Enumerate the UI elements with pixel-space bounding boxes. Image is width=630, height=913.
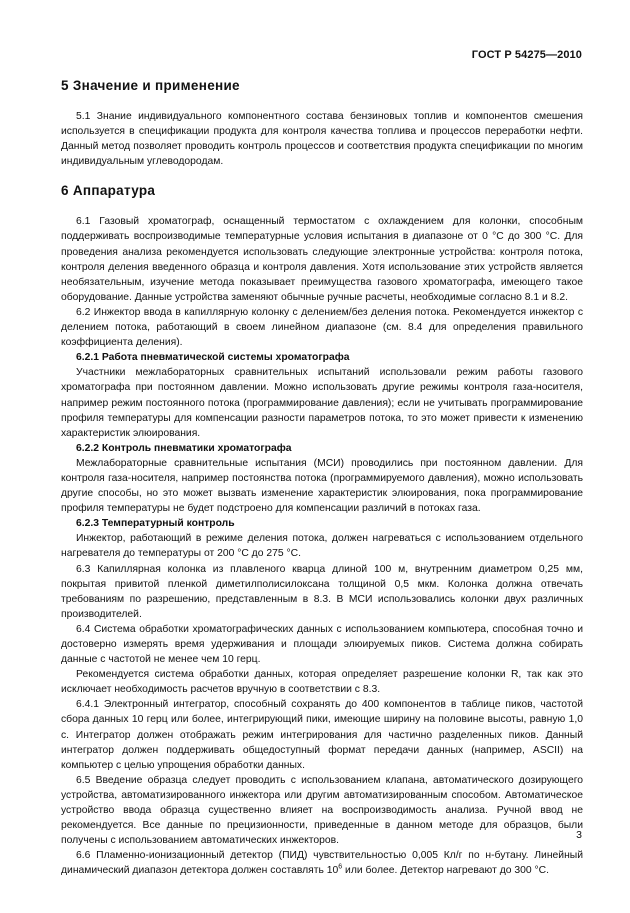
standard-header: ГОСТ Р 54275—2010 (471, 49, 582, 61)
paragraph-6-1: 6.1 Газовый хроматограф, оснащенный термостатом с охлаждением для колонки, способным поддерживать воспроизводимые температурные условия испытания в диапазоне от 0 °С до 300 °С. Для проведения анализа рекомендуется использовать следующие электронные устройства: контроля потока, контроля деления введенного образца и контроля давления. Хотя использование этих устройств является необязательным, изучение метода показывает преимущества газового хроматографа, имеющего такое оборудование. Данные устройства заменяют обычные ручные расчеты, необходимые согласно 8.1 и 8.2. (61, 216, 583, 303)
paragraph-6-6-text: 6.6 Пламенно-ионизационный детектор (ПИД) чувствительностью 0,005 Кл/г по н-бутану. Линейный динамический диапазон детектора должен составлять 10 (61, 850, 583, 877)
section-5-title: 5 Значение и применение (61, 78, 240, 93)
page-content (61, 78, 583, 879)
paragraph-6-2-2: Межлабораторные сравнительные испытания (МСИ) проводились при постоянном давлении. Для контроля газа-носителя, например постоянства потока (программируемого давления), можно использовать другие способы, но это может вызвать изменение характеристик элюирования, пока программирование профиля температуры не будет подстроено для компенсации различий в потоках газа. (61, 457, 583, 515)
subheading-6-2-1: 6.2.1 Работа пневматической системы хроматографа (76, 352, 350, 364)
exponent: 6 (338, 863, 343, 871)
paragraph-6-4: 6.4 Система обработки хроматографических данных с использованием компьютера, способная точно и достоверно измерять время удерживания и площади элюируемых пиков. Система должна собирать данные с частотой не менее чем 10 герц. (61, 623, 583, 666)
paragraph-6-6 (61, 848, 583, 878)
section-6-title: 6 Аппаратура (61, 183, 156, 199)
subheading-6-2-2: 6.2.2 Контроль пневматики хроматографа (76, 442, 292, 454)
paragraph-6-2-3: Инжектор, работающий в режиме деления потока, должен нагреваться с использованием отдельного нагревателя до температуры от 200 °С до 275 °С. (61, 533, 583, 560)
paragraph-6-4-note: Рекомендуется система обработки данных, которая определяет разрешение колонки R, так как это исключает необходимость расчетов вручную в соответствии с 8.3. (61, 669, 583, 696)
subheading-6-2-3: 6.2.3 Температурный контроль (76, 518, 235, 530)
paragraph-5-1: 5.1 Знание индивидуального компонентного состава бензиновых топлив и компонентов смешения используется в спецификации продукта для контроля качества топлива и процессов переработки нефти. Данный метод позволяет проводить контроль процессов и соответствия продукта спецификации по многим индивидуальным углеводородам. (61, 111, 583, 168)
paragraph-6-5: 6.5 Введение образца следует проводить с использованием клапана, автоматического дозирующего устройства, автоматизированного инжектора или другим автоматизированным способом. Автоматическое устройство ввода образца существенно влияет на воспроизводимость анализа. Ручной ввод не рекомендуется. Все данные по прецизионности, приведенные в данном методе для образцов, были получены с использованием автоматических инжекторов. (61, 774, 583, 847)
paragraph-6-4-1: 6.4.1 Электронный интегратор, способный сохранять до 400 компонентов в таблице пиков, частотой сбора данных 10 герц или более, интегрирующий пики, имеющие ширину на половине высоты, равную 1,0 с. Интегратор должен отображать режим интегрирования для частично разделенных пиков. Данный интегратор должен поддерживать общедоступный формат передачи данных (например, ASCII) на компьютер с целью упрощения обработки данных. (61, 699, 583, 771)
paragraph-6-2: 6.2 Инжектор ввода в капиллярную колонку с делением/без деления потока. Рекомендуется инжектор с делением потока, работающий в своем линейном диапазоне (см. 8.4 для определения правильного коэффициента деления). (61, 306, 583, 349)
paragraph-6-2-1: Участники межлабораторных сравнительных испытаний использовали режим работы газового хроматографа при постоянном давлении. Можно использовать другие режимы контроля газа-носителя, например режим постоянного потока (программирование давления); если не учитывать программирование профиля температуры для компенсации разности параметров потока, то это может привести к изменению характеристик элюирования. (61, 367, 583, 439)
paragraph-6-3: 6.3 Капиллярная колонка из плавленого кварца длиной 100 м, внутренним диаметром 0,25 мм, покрытая привитой пленкой диметилполисилоксана толщиной 0,5 мкм. Колонка должна отвечать требованиям по разрешению, представленным в 8.3. В МСИ использовались колонки двух различных производителей. (61, 563, 583, 620)
paragraph-6-6-tail: или более. Детектор нагревают до 300 °С. (342, 865, 549, 877)
page-number: 3 (576, 829, 582, 841)
